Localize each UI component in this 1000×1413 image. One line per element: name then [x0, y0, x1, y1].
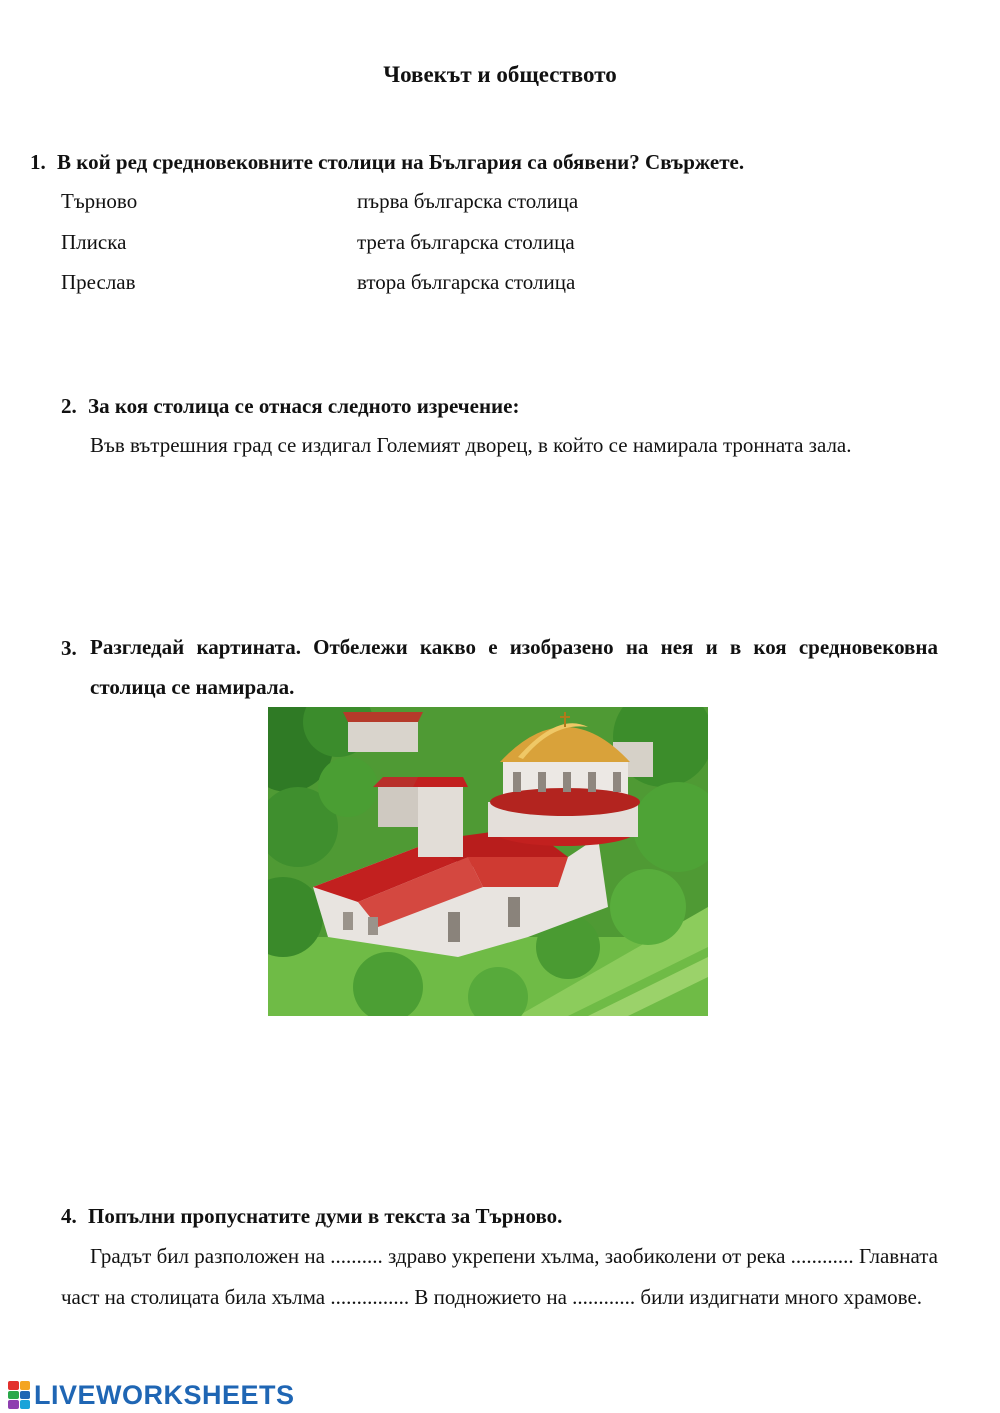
question-4-paragraph: Градът бил разположен на .......... здраво укрепени хълма, заобиколени от река ............ Главната част на столицата била хълма ............... В подножието на ............ били издигнати много храмове.	[61, 1244, 938, 1309]
question-1-text: В кой ред средновековните столици на България са обявени? Свържете.	[57, 150, 745, 174]
question-4	[61, 1204, 562, 1229]
match-right-1[interactable]: първа българска столица	[357, 189, 579, 213]
church-picture	[268, 707, 708, 1016]
question-3-text: Разгледай картината. Отбележи какво е изобразено на нея и в коя средновековна столица се намирала.	[90, 635, 938, 699]
question-4-text: Попълни пропуснатите думи в текста за Търново.	[88, 1204, 563, 1228]
church-illustration	[268, 707, 708, 1016]
match-right-3[interactable]: втора българска столица	[357, 270, 576, 294]
question-3	[61, 636, 938, 707]
match-left-3[interactable]: Преслав	[61, 270, 136, 294]
question-2-quote: Във вътрешния град се издигал Големият дворец, в който се намирала тронната зала.	[90, 433, 852, 457]
liveworksheets-logo	[8, 1380, 295, 1410]
question-4-number: 4.	[61, 1204, 77, 1228]
match-left-2[interactable]: Плиска	[61, 230, 127, 254]
question-1	[30, 150, 744, 175]
logo-text: LIVEWORKSHEETS	[34, 1379, 295, 1410]
match-left-1[interactable]: Търново	[61, 189, 138, 213]
question-2-number: 2.	[61, 394, 77, 418]
match-right-2[interactable]: трета българска столица	[357, 230, 575, 254]
question-1-number: 1.	[30, 150, 46, 174]
page-title: Човекът и обществото	[383, 62, 617, 87]
question-2-text: За коя столица се отнася следното изречение:	[88, 394, 520, 418]
logo-blocks-icon	[8, 1381, 30, 1409]
question-3-number: 3.	[61, 636, 77, 660]
question-2	[61, 394, 519, 419]
